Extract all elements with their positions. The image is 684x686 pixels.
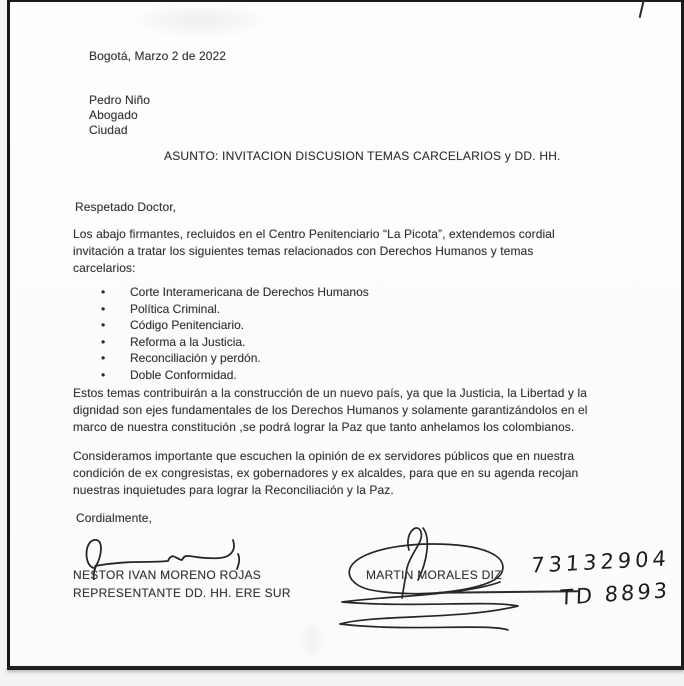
topic-item: • Código Penitenciario. — [99, 317, 369, 334]
signer-left-title: REPRESENTANTE DD. HH. ERE SUR — [73, 586, 291, 600]
signer-left-name: NESTOR IVAN MORENO ROJAS — [73, 568, 262, 582]
handwritten-number: 73132904 — [530, 546, 671, 578]
recipient-name: Pedro Niño — [89, 93, 151, 107]
salutation: Respetado Doctor, — [75, 200, 177, 214]
recipient-city: Ciudad — [89, 123, 128, 137]
topic-item: • Reconciliación y perdón. — [99, 350, 369, 367]
recipient-role: Abogado — [89, 108, 138, 122]
topic-item: • Reforma a la Justicia. — [99, 334, 369, 351]
scan-smudge-top — [125, 2, 275, 38]
subject-line: ASUNTO: INVITACION DISCUSION TEMAS CARCELARIOS y DD. HH. — [164, 149, 561, 163]
body-paragraph-1: Estos temas contribuirán a la construcción de un nuevo país, ya que la Justicia, la Libertad y la dignidad son ejes fundamentales de los Derechos Humanos y solamente garantizándolos en el marco de nuestra constitución ,se podrá lograr la Paz que tanto anhelamos los colombianos. — [73, 386, 588, 434]
scan-smudge-bottom — [300, 618, 324, 662]
topic-item: • Política Criminal. — [99, 301, 369, 318]
topics-list — [99, 284, 369, 383]
intro-paragraph: Los abajo firmantes, recluidos en el Centro Penitenciario “La Picota”, extendemos cordial invitación a tratar los siguientes temas relacionados con Derechos Humanos y temas carcelarios: — [73, 227, 555, 275]
handwritten-code: TD 8893 — [559, 578, 671, 610]
scan-border-left — [7, 0, 10, 670]
topic-item: • Corte Interamericana de Derechos Humanos — [99, 284, 369, 301]
closing-line: Cordialmente, — [76, 511, 153, 525]
recipient-block — [89, 93, 150, 138]
scan-border-bottom — [7, 666, 684, 670]
topic-item: • Doble Conformidad. — [99, 367, 369, 384]
scan-border-top — [8, 0, 684, 2]
body-paragraph-2: Consideramos importante que escuchen la opinión de ex servidores públicos que en nuestra condición de ex congresistas, ex gobernadores y ex alcaldes, para que en su agenda recojan nuestras inquietudes para lograr la Reconciliación y la Paz. — [73, 449, 579, 497]
signer-right-name: MARTIN MORALES DIZ — [366, 568, 502, 582]
date-line: Bogotá, Marzo 2 de 2022 — [89, 49, 227, 63]
